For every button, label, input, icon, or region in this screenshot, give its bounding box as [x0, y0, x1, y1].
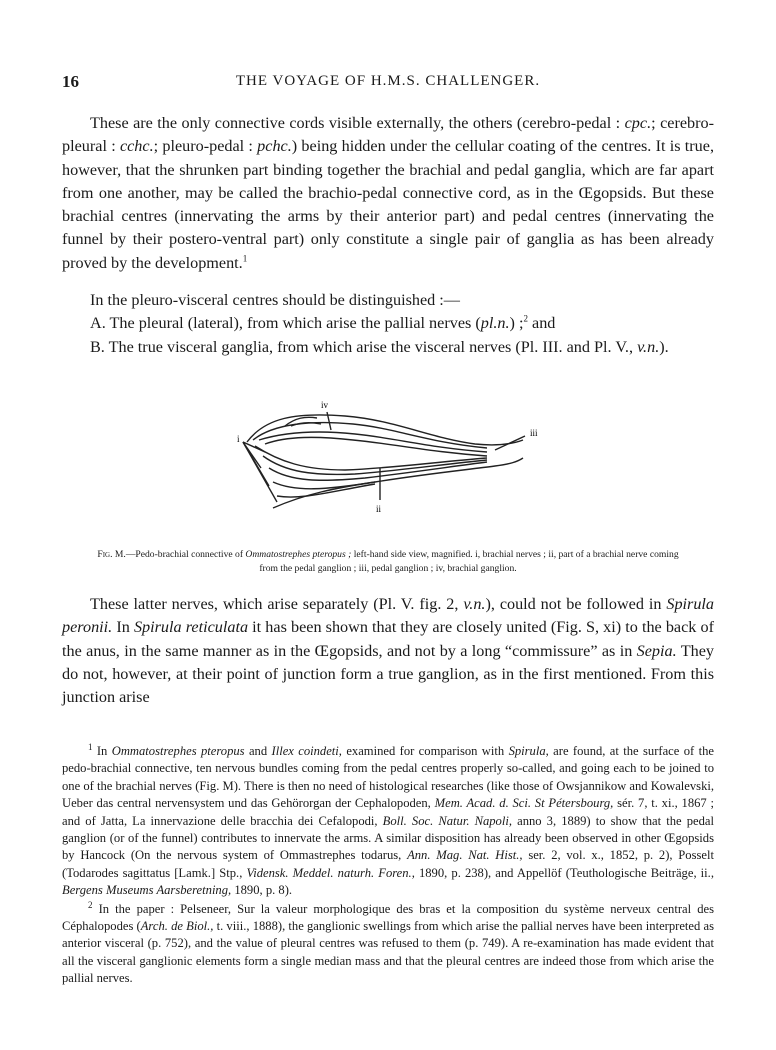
- text: These latter nerves, which arise separately (Pl. V. fig. 2,: [90, 595, 464, 613]
- text: anno 3, 1889) to show that the pedal ganglion (or of the funnel) contributes to innervate the arms. A similar disposition has already been observed in other Œgopsids by Hancock (On the nervous system of Ommastrephes todarus,: [62, 813, 714, 863]
- text: t. viii., 1888), the ganglionic swellings from which arise the pallial nerves have been interpreted as anterior visceral (p. 752), and the value of pleural centres was refused to them (p. 749). A re-examination has made evident that all the visceral ganglionic elements form a single median mass and that the pleural centres are indeed those from which arise the pallial nerves.: [62, 919, 714, 986]
- footnotes: [62, 743, 714, 989]
- text: 1890, p. 238), and Appellöf (Teuthologische Beiträge, ii.,: [414, 865, 714, 880]
- caption-text: left-hand side view, magnified. i, brachial nerves ; ii, part of a brachial nerve coming from the pedal ganglion ; iii, pedal ganglion ; iv, brachial ganglion.: [259, 549, 679, 574]
- nerve-root: [243, 442, 277, 502]
- text: In: [112, 618, 134, 637]
- pedal-nerve: [273, 482, 375, 489]
- text: 1890, p. 8).: [231, 883, 293, 898]
- text: ; cerebro-pleural :: [62, 114, 714, 156]
- paragraph-connective-cords: [62, 112, 714, 275]
- upper-contour: [247, 415, 523, 445]
- abbr: v.n.: [637, 337, 660, 356]
- text: ser. 2, vol. x., 1852, p. 2), Posselt (Todarodes sagittatus [Lamk.] Stp.,: [62, 848, 714, 880]
- text: and: [527, 314, 556, 333]
- abbr: cpc.: [624, 114, 652, 132]
- text: These are the only connective cords visible externally, the others (cerebro-pedal :: [90, 114, 625, 132]
- text: They do not, however, at their point of junction form a true ganglion, as in the first mentioned. From this junction arise: [62, 641, 714, 707]
- abbr: pchc.: [257, 137, 292, 156]
- text: are found, at the surface of the pedo-brachial connective, ten nervous bundles coming from the pedal centres properly so-called, and going each to be joined to one of the brachial nerves (Fig. M). There is then no need of histological researches (like those of Owsjannikow and Kowalevski, Ueber das central nervensystem und das Gehörorgan der Cephalopoden,: [62, 744, 715, 811]
- text: ) being hidden under the cellular coating of the centres. It is true, however, that the shrunken part binding together the brachial and pedal ganglia, which are far apart from one another, may be called the brachio-pedal connective cord, as in the Œgopsids. But these brachial centres (innervating the arms by their anterior part) and pedal centres (innervating the funnel by their postero-ventral part) only constitute a single pair of ganglia as has been already proved by the development.: [62, 137, 714, 272]
- footnote-1: [62, 743, 714, 900]
- text: ) ;: [509, 314, 524, 333]
- footnote-2: [62, 901, 714, 988]
- footnote-mark: 2: [88, 899, 93, 910]
- journal: Mem. Acad. d. Sci. St Pétersbourg,: [434, 796, 614, 811]
- abbr: v.n.: [463, 595, 486, 613]
- footnote-ref: 1: [242, 253, 248, 264]
- brachial-nerve: [291, 423, 321, 426]
- nerve-diagram: [225, 396, 555, 516]
- species: Ommatostrephes pteropus: [111, 744, 245, 758]
- text: A. The pleural (lateral), from which arise the pallial nerves (: [90, 314, 481, 333]
- species: Spirula reticulata: [133, 618, 249, 637]
- text: it has been shown that they are closely united (Fig. S, xi) to the back of the anus, in the same manner as in the Œgopsids, and not by a long “commissure” as in: [62, 618, 714, 660]
- lower-contour: [273, 458, 523, 508]
- pointer-iii: [495, 436, 525, 450]
- abbr: pl.n.: [480, 314, 510, 333]
- paragraph-visceral-nerves: [62, 593, 714, 709]
- caption-label: Fig. M.: [97, 549, 126, 560]
- text: In the paper : Pelseneer, Sur la valeur morphologique des bras et la composition du système nerveux central des Céphalopodes (: [62, 901, 714, 934]
- text: In: [92, 744, 112, 758]
- text: In the pleuro-visceral centres should be distinguished :—: [90, 291, 460, 309]
- journal: Vidensk. Meddel. naturh. Foren.,: [246, 865, 415, 880]
- journal: Boll. Soc. Natur. Napoli,: [382, 813, 513, 828]
- text: B. The true visceral ganglia, from which arise the visceral nerves (Pl. III. and Pl. V.,: [90, 337, 638, 356]
- text: examined for comparison with: [341, 744, 509, 758]
- journal: Ann. Mag. Nat. Hist.,: [407, 848, 523, 863]
- species: Sepia.: [636, 641, 677, 660]
- figure-m: [225, 396, 555, 516]
- label-i: i: [237, 434, 240, 444]
- figure-caption: [92, 548, 684, 575]
- species: Illex coindeti,: [271, 744, 342, 758]
- label-ii: ii: [376, 504, 382, 514]
- label-iv: iv: [321, 400, 329, 410]
- text: ).: [659, 337, 669, 356]
- species: Spirula,: [508, 744, 549, 758]
- caption-text: —Pedo-brachial connective of: [125, 549, 246, 560]
- text: ), could not be followed in: [485, 595, 667, 613]
- journal: Bergens Museums Aarsberetning,: [62, 883, 232, 898]
- text: sér. 7, t. xi., 1867 ; and of Jatta, La innervazione delle bracchia dei Cefalopodi,: [62, 796, 714, 828]
- text: ; pleuro-pedal :: [153, 137, 258, 156]
- footnote-mark: 1: [88, 741, 93, 752]
- journal: Arch. de Biol.,: [140, 919, 214, 934]
- text: and: [244, 744, 272, 758]
- caption-species: Ommatostrephes pteropus ;: [245, 549, 352, 560]
- abbr: cchc.: [119, 137, 154, 156]
- page-number: 16: [62, 72, 79, 91]
- running-title: THE VOYAGE OF H.M.S. CHALLENGER.: [235, 73, 541, 89]
- label-iii: iii: [530, 428, 538, 438]
- species: Spirula peronii.: [62, 595, 715, 637]
- paragraph-pleuro-visceral: [62, 289, 714, 359]
- footnote-ref: 2: [523, 313, 528, 324]
